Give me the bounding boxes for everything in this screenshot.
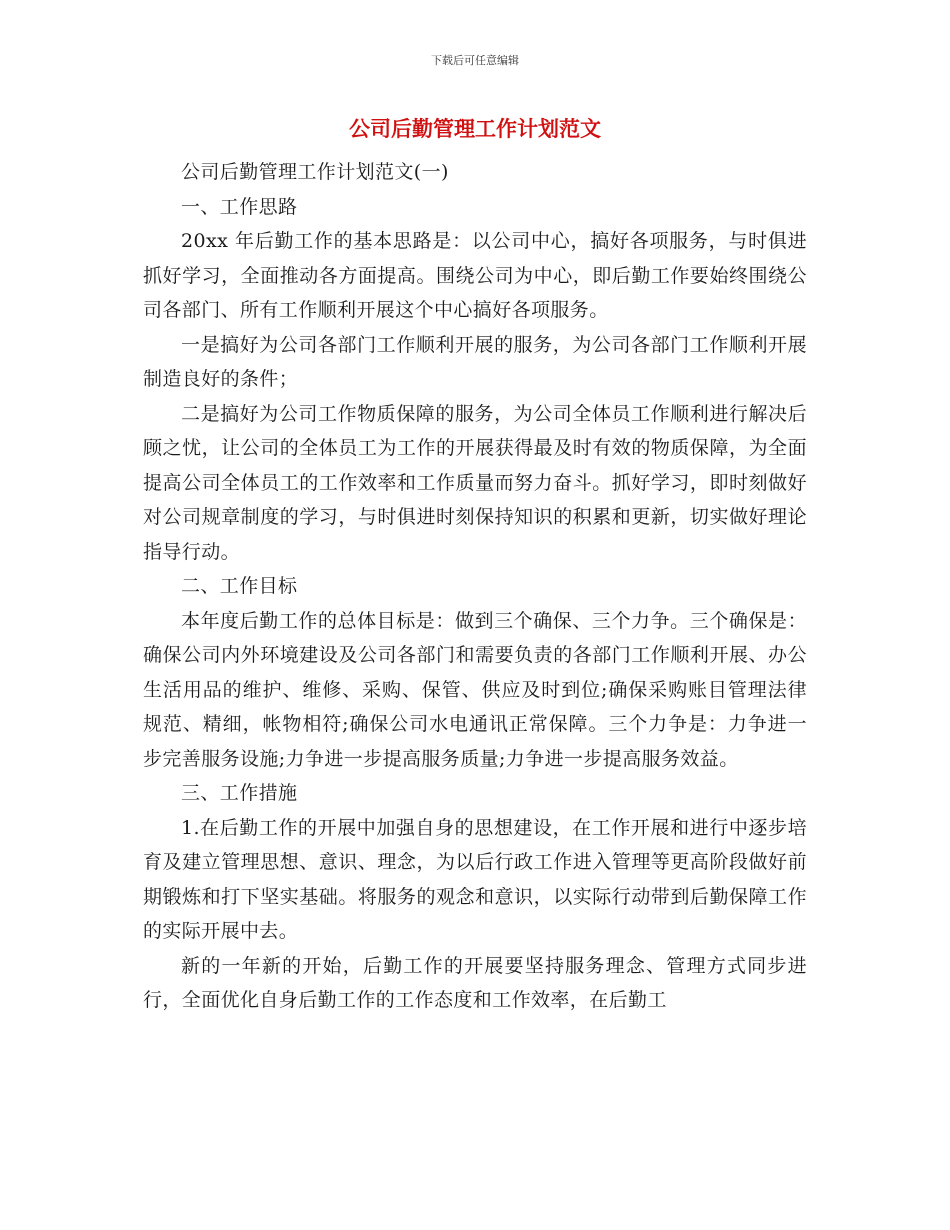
paragraph-subtitle: 公司后勤管理工作计划范文(一) (181, 161, 449, 183)
section-heading-work-measures: 三、工作措施 (181, 782, 298, 804)
paragraph: 二是搞好为公司工作物质保障的服务，为公司全体员工作顺利进行解决后顾之忧，让公司的全体员工为工作的开展获得最及时有效的物质保障，为全面提高公司全体员工的工作效率和工作质量而努力奋斗。抓好学习，即时刻做好对公司规章制度的学习，与时俱进时刻保持知识的积累和更新，切实做好理论指导行动。 (143, 402, 807, 563)
page-header: 下载后可任意编辑 (431, 54, 519, 67)
section-heading-work-goals: 二、工作目标 (181, 575, 298, 597)
document-body (143, 155, 807, 1018)
section-heading-work-ideas: 一、工作思路 (181, 195, 298, 218)
paragraph: 本年度后勤工作的总体目标是：做到三个确保、三个力争。三个确保是：确保公司内外环境建设及公司各部门和需要负责的各部门工作顺利开展、办公生活用品的维护、维修、采购、保管、供应及时到位;确保采购账目管理法律规范、精细，帐物相符;确保公司水电通讯正常保障。三个力争是：力争进一步完善服务设施;力争进一步提高服务质量;力争进一步提高服务效益。 (143, 609, 807, 770)
paragraph: 1.在后勤工作的开展中加强自身的思想建设，在工作开展和进行中逐步培育及建立管理思想、意识、理念，为以后行政工作进入管理等更高阶段做好前期锻炼和打下坚实基础。将服务的观念和意识，以实际行动带到后勤保障工作的实际开展中去。 (143, 816, 807, 942)
document-title: 公司后勤管理工作计划范文 (349, 117, 601, 141)
paragraph: 20xx 年后勤工作的基本思路是：以公司中心，搞好各项服务，与时俱进抓好学习，全面推动各方面提高。围绕公司为中心，即后勤工作要始终围绕公司各部门、所有工作顺利开展这个中心搞好各项服务。 (143, 230, 807, 321)
paragraph: 新的一年新的开始，后勤工作的开展要坚持服务理念、管理方式同步进行，全面优化自身后勤工作的工作态度和工作效率，在后勤工 (143, 954, 807, 1011)
paragraph: 一是搞好为公司各部门工作顺利开展的服务，为公司各部门工作顺利开展制造良好的条件； (143, 333, 807, 390)
